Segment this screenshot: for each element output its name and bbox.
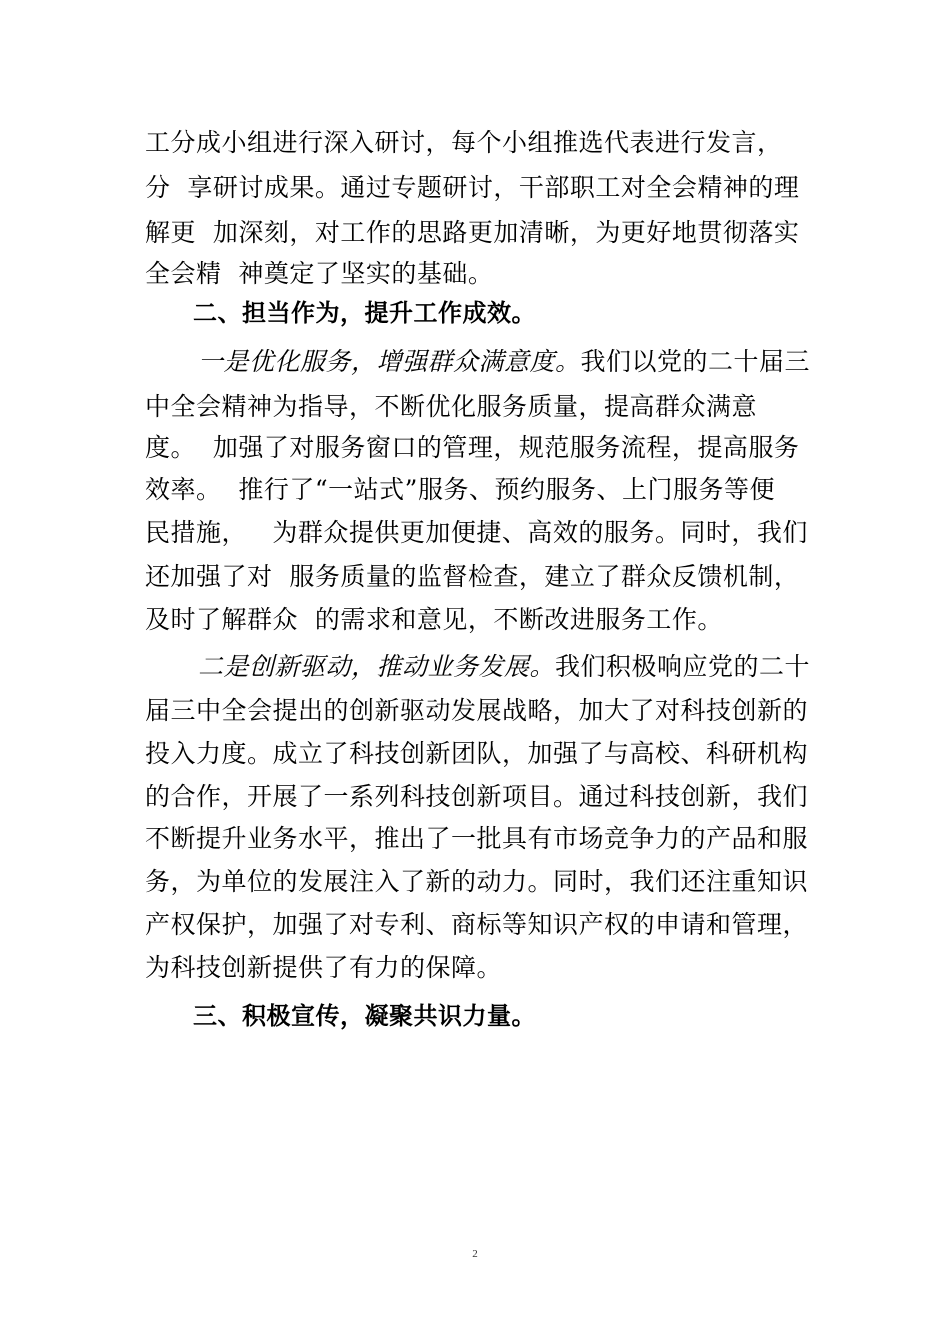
section-heading-2: 二、担当作为，提升工作成效。 bbox=[193, 299, 536, 327]
paragraph-2-lead: 一是优化服务，增强群众满意度。 bbox=[198, 347, 581, 376]
paragraph-2-line: 还加强了对 服务质量的监督检查，建立了群众反馈机制， bbox=[145, 562, 800, 591]
paragraph-3-first-line bbox=[198, 650, 878, 684]
paragraph-3-line: 为科技创新提供了有力的保障。 bbox=[145, 953, 503, 982]
paragraph-2-first-line-rest: 我们以党的二十届三 bbox=[580, 347, 811, 376]
paragraph-3-line: 产权保护，加强了对专利、商标等知识产权的申请和管理， bbox=[145, 910, 809, 939]
paragraph-2-line: 及时了解群众 的需求和意见，不断改进服务工作。 bbox=[145, 605, 723, 634]
paragraph-3-line: 届三中全会提出的创新驱动发展战略，加大了对科技创新的 bbox=[145, 696, 809, 725]
paragraph-2-line: 民措施， 为群众提供更加便捷、高效的服务。同时，我们 bbox=[145, 518, 808, 547]
paragraph-1-line: 分 享研讨成果。通过专题研讨，干部职工对全会精神的理 bbox=[145, 173, 800, 202]
paragraph-3-lead: 二是创新驱动，推动业务发展。 bbox=[198, 652, 556, 681]
paragraph-2-line: 中全会精神为指导，不断优化服务质量，提高群众满意 bbox=[145, 392, 758, 421]
paragraph-2-line: 效率。 推行了“一站式”服务、预约服务、上门服务等便 bbox=[145, 475, 775, 504]
paragraph-3-line: 不断提升业务水平，推出了一批具有市场竞争力的产品和服 bbox=[145, 824, 809, 853]
paragraph-2-first-line bbox=[198, 345, 878, 379]
page-number: 2 bbox=[472, 1248, 478, 1260]
paragraph-2-line: 度。 加强了对服务窗口的管理，规范服务流程，提高服务 bbox=[145, 433, 800, 462]
paragraph-1-line: 全会精 神奠定了坚实的基础。 bbox=[145, 259, 494, 288]
paragraph-1-line: 解更 加深刻，对工作的思路更加清晰，为更好地贯彻落实 bbox=[145, 218, 800, 247]
paragraph-3-line: 务，为单位的发展注入了新的动力。同时，我们还注重知识 bbox=[145, 867, 809, 896]
paragraph-1-line: 工分成小组进行深入研讨，每个小组推选代表进行发言， bbox=[145, 128, 783, 157]
paragraph-3-line: 投入力度。成立了科技创新团队，加强了与高校、科研机构 bbox=[145, 739, 809, 768]
paragraph-3-first-line-rest: 我们积极响应党的二十 bbox=[555, 652, 811, 681]
section-heading-3: 三、积极宣传，凝聚共识力量。 bbox=[193, 1002, 536, 1030]
paragraph-3-line: 的合作，开展了一系列科技创新项目。通过科技创新，我们 bbox=[145, 782, 809, 811]
